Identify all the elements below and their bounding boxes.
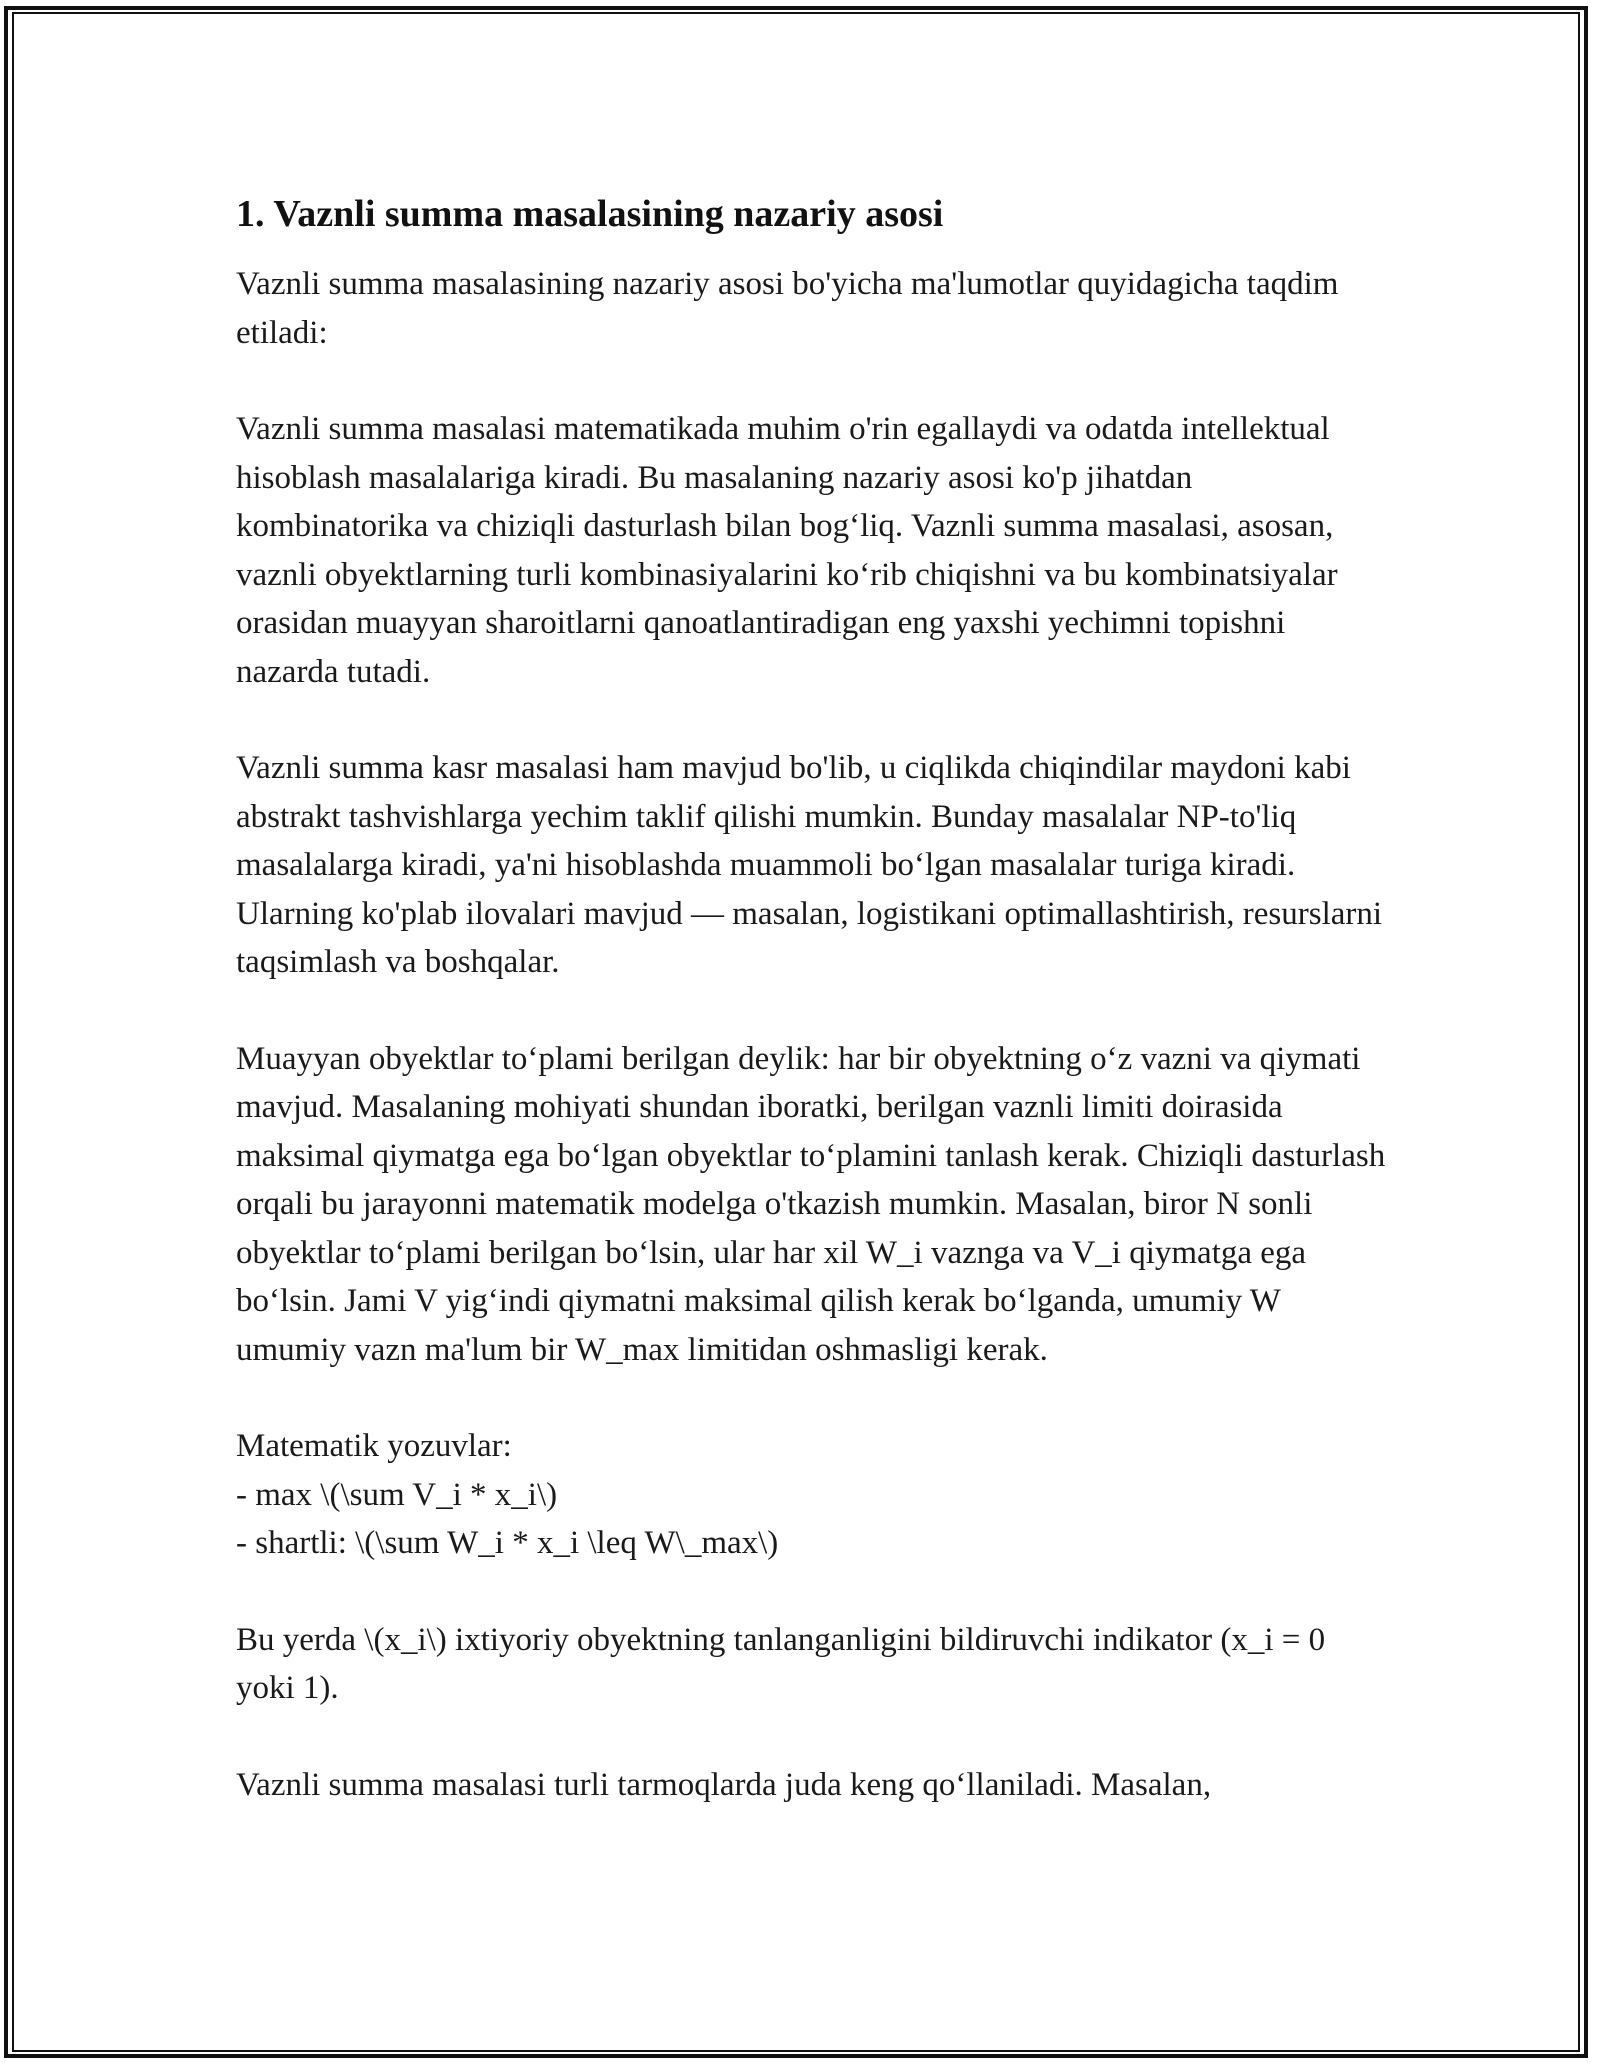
applications-paragraph: Vaznli summa masalasi turli tarmoqlarda juda keng qo‘llaniladi. Masalan, [236,1766,1212,1803]
formula-block [236,1422,1386,1568]
formula-title: Matematik yozuvlar: [236,1428,512,1464]
theory-paragraph: Vaznli summa masalasi matematikada muhim o'rin egallaydi va odatda intellektual hisoblash masalalariga kiradi. Bu masalaning nazariy asosi ko'p jihatdan kombinatorika va chiziqli dasturlash bilan bog‘liq. Vaznli summa masalasi, asosan, vaznli obyektlarning turli kombinasiyalarini ko‘rib chiqishni va bu kombinatsiyalar orasidan muayyan sharoitlarni qanoatlantiradigan eng yaxshi yechimni topishni nazarda tutadi. [236,411,1338,690]
formula-constraint: - shartli: \(\sum W_i * x_i \leq W\_max\) [236,1525,779,1561]
intro-paragraph: Vaznli summa masalasining nazariy asosi bo'yicha ma'lumotlar quyidagicha taqdim etiladi: [236,266,1339,351]
section-heading: 1. Vaznli summa masalasining nazariy asosi [236,193,944,235]
indicator-paragraph: Bu yerda \(x_i\) ixtiyoriy obyektning tanlanganligini bildiruvchi indikator (x_i = 0 yoki 1). [236,1621,1326,1706]
formula-objective: - max \(\sum V_i * x_i\) [236,1476,558,1513]
document-content [236,188,1386,1857]
np-complete-paragraph: Vaznli summa kasr masalasi ham mavjud bo'lib, u ciqlikda chiqindilar maydoni kabi abstrakt tashvishlarga yechim taklif qilishi mumkin. Bunday masalalar NP-to'liq masalalarga kiradi, ya'ni hisoblashda muammoli bo‘lgan masalalar turiga kiradi. Ularning ko'plab ilovalari mavjud — masalan, logistikani optimallashtirish, resurslarni taqsimlash va boshqalar. [236,750,1383,980]
model-paragraph: Muayyan obyektlar to‘plami berilgan deylik: har bir obyektning o‘z vazni va qiymati mavjud. Masalaning mohiyati shundan iboratki, berilgan vaznli limiti doirasida maksimal qiymatga ega bo‘lgan obyektlar to‘plamini tanlash kerak. Chiziqli dasturlash orqali bu jarayonni matematik modelga o'tkazish mumkin. Masalan, biror N sonli obyektlar to‘plami berilgan bo‘lsin, ular har xil W_i vaznga va V_i qiymatga ega bo‘lsin. Jami V yig‘indi qiymatni maksimal qilish kerak bo‘lganda, umumiy W umumiy vazn ma'lum bir W_max limitidan oshmasligi kerak. [236,1040,1386,1368]
